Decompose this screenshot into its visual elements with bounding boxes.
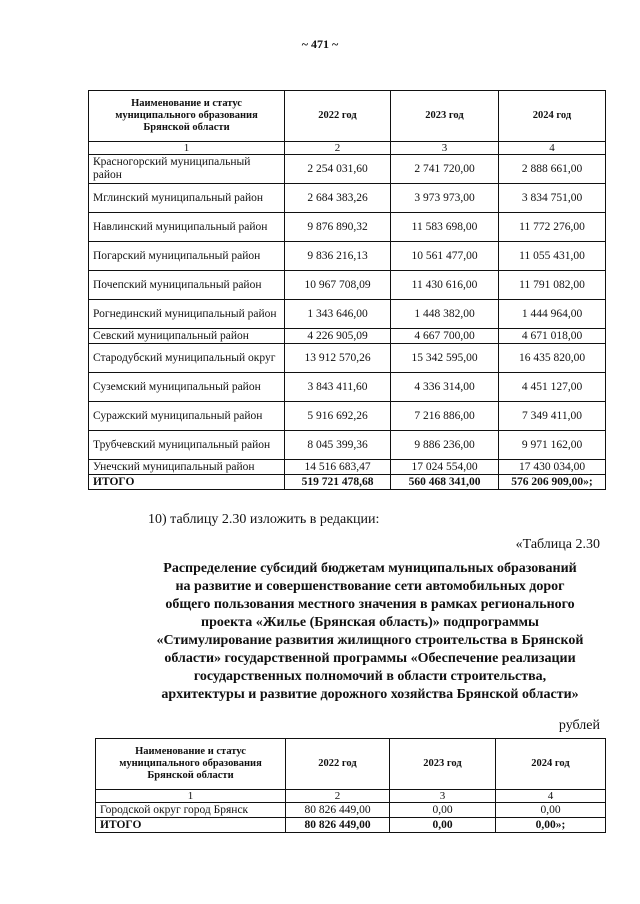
value-2024: 11 772 276,00 [499,213,606,242]
column-number: 3 [391,142,499,155]
value-2023: 15 342 595,00 [391,344,499,373]
value-2024: 9 971 162,00 [499,431,606,460]
value-2024: 0,00 [496,803,606,818]
value-2023: 3 973 973,00 [391,184,499,213]
table-header-row [96,739,606,790]
table-caption [100,560,640,704]
total-2023: 0,00 [390,818,496,833]
column-number: 4 [499,142,606,155]
value-2023: 0,00 [390,803,496,818]
value-2022: 3 843 411,60 [285,373,391,402]
table-row [89,300,606,329]
value-2022: 5 916 692,26 [285,402,391,431]
column-number: 2 [285,142,391,155]
value-2022: 10 967 708,09 [285,271,391,300]
column-number: 1 [89,142,285,155]
municipality-name: Суземский муниципальный район [89,373,285,402]
header-2022: 2022 год [285,91,391,142]
municipality-name: Погарский муниципальный район [89,242,285,271]
value-2024: 17 430 034,00 [499,460,606,475]
caption-line: «Стимулирование развития жилищного строительства в Брянской [156,633,584,648]
table-row [89,184,606,213]
table-reference: «Таблица 2.30 [515,537,600,552]
page-number: ~ 471 ~ [301,37,339,51]
value-2022: 4 226 905,09 [285,329,391,344]
caption-line: государственных полномочий в области строительства, [193,669,547,684]
municipality-name: Трубчевский муниципальный район [89,431,285,460]
value-2023: 11 430 616,00 [391,271,499,300]
table-row [89,242,606,271]
caption-line: Распределение субсидий бюджетам муниципальных образований [163,561,577,576]
table-row [89,271,606,300]
total-2023: 560 468 341,00 [391,475,499,490]
value-2022: 1 343 646,00 [285,300,391,329]
header-2023: 2023 год [390,739,496,790]
value-2022: 9 876 890,32 [285,213,391,242]
header-municipality: Наименование и статус муниципального образования Брянской области [89,91,285,142]
header-municipality: Наименование и статус муниципального образования Брянской области [96,739,286,790]
column-number-row [96,790,606,803]
value-2024: 7 349 411,00 [499,402,606,431]
distribution-table-continued [88,90,606,490]
municipality-name: Навлинский муниципальный район [89,213,285,242]
total-row [96,818,606,833]
header-2024: 2024 год [499,91,606,142]
total-row [89,475,606,490]
value-2022: 9 836 216,13 [285,242,391,271]
caption-line: на развитие и совершенствование сети автомобильных дорог [175,579,565,594]
header-2022: 2022 год [286,739,390,790]
value-2023: 4 667 700,00 [391,329,499,344]
table-row [89,431,606,460]
column-number: 2 [286,790,390,803]
table-header-row [89,91,606,142]
value-2024: 11 055 431,00 [499,242,606,271]
value-2022: 14 516 683,47 [285,460,391,475]
value-2024: 2 888 661,00 [499,155,606,184]
value-2024: 3 834 751,00 [499,184,606,213]
table-row [89,344,606,373]
municipality-name: Суражский муниципальный район [89,402,285,431]
value-2023: 11 583 698,00 [391,213,499,242]
value-2022: 2 254 031,60 [285,155,391,184]
municipality-name: Красногорский муниципальный район [89,155,285,184]
units-label: рублей [558,718,600,733]
value-2024: 4 451 127,00 [499,373,606,402]
value-2023: 7 216 886,00 [391,402,499,431]
total-label: ИТОГО [89,475,285,490]
municipality-name: Мглинский муниципальный район [89,184,285,213]
total-2022: 80 826 449,00 [286,818,390,833]
caption-line: области» государственной программы «Обеспечение реализации [164,651,576,666]
total-2024: 576 206 909,00»; [499,475,606,490]
column-number-row [89,142,606,155]
municipality-name: Стародубский муниципальный округ [89,344,285,373]
value-2023: 10 561 477,00 [391,242,499,271]
distribution-table-2-30 [95,738,606,833]
caption-line: проекта «Жилье (Брянская область)» подпрограммы [201,615,539,630]
table-row [89,460,606,475]
total-2024: 0,00»; [496,818,606,833]
value-2022: 13 912 570,26 [285,344,391,373]
caption-line: общего пользования местного значения в рамках регионального [165,597,575,612]
value-2024: 1 444 964,00 [499,300,606,329]
table-row [89,373,606,402]
header-2024: 2024 год [496,739,606,790]
column-number: 4 [496,790,606,803]
value-2023: 1 448 382,00 [391,300,499,329]
table-row [89,213,606,242]
table-row [89,329,606,344]
value-2023: 2 741 720,00 [391,155,499,184]
value-2023: 17 024 554,00 [391,460,499,475]
amendment-instruction: 10) таблицу 2.30 изложить в редакции: [148,512,380,527]
value-2024: 4 671 018,00 [499,329,606,344]
table-row [89,155,606,184]
total-label: ИТОГО [96,818,286,833]
table-row [89,402,606,431]
header-2023: 2023 год [391,91,499,142]
value-2022: 8 045 399,36 [285,431,391,460]
value-2022: 2 684 383,26 [285,184,391,213]
column-number: 3 [390,790,496,803]
municipality-name: Рогнединский муниципальный район [89,300,285,329]
value-2022: 80 826 449,00 [286,803,390,818]
column-number: 1 [96,790,286,803]
caption-line: архитектуры и развитие дорожного хозяйства Брянской области» [161,687,579,702]
municipality-name: Севский муниципальный район [89,329,285,344]
value-2024: 11 791 082,00 [499,271,606,300]
value-2023: 9 886 236,00 [391,431,499,460]
table-row [96,803,606,818]
total-2022: 519 721 478,68 [285,475,391,490]
value-2024: 16 435 820,00 [499,344,606,373]
municipality-name: Унечский муниципальный район [89,460,285,475]
value-2023: 4 336 314,00 [391,373,499,402]
municipality-name: Почепский муниципальный район [89,271,285,300]
municipality-name: Городской округ город Брянск [96,803,286,818]
